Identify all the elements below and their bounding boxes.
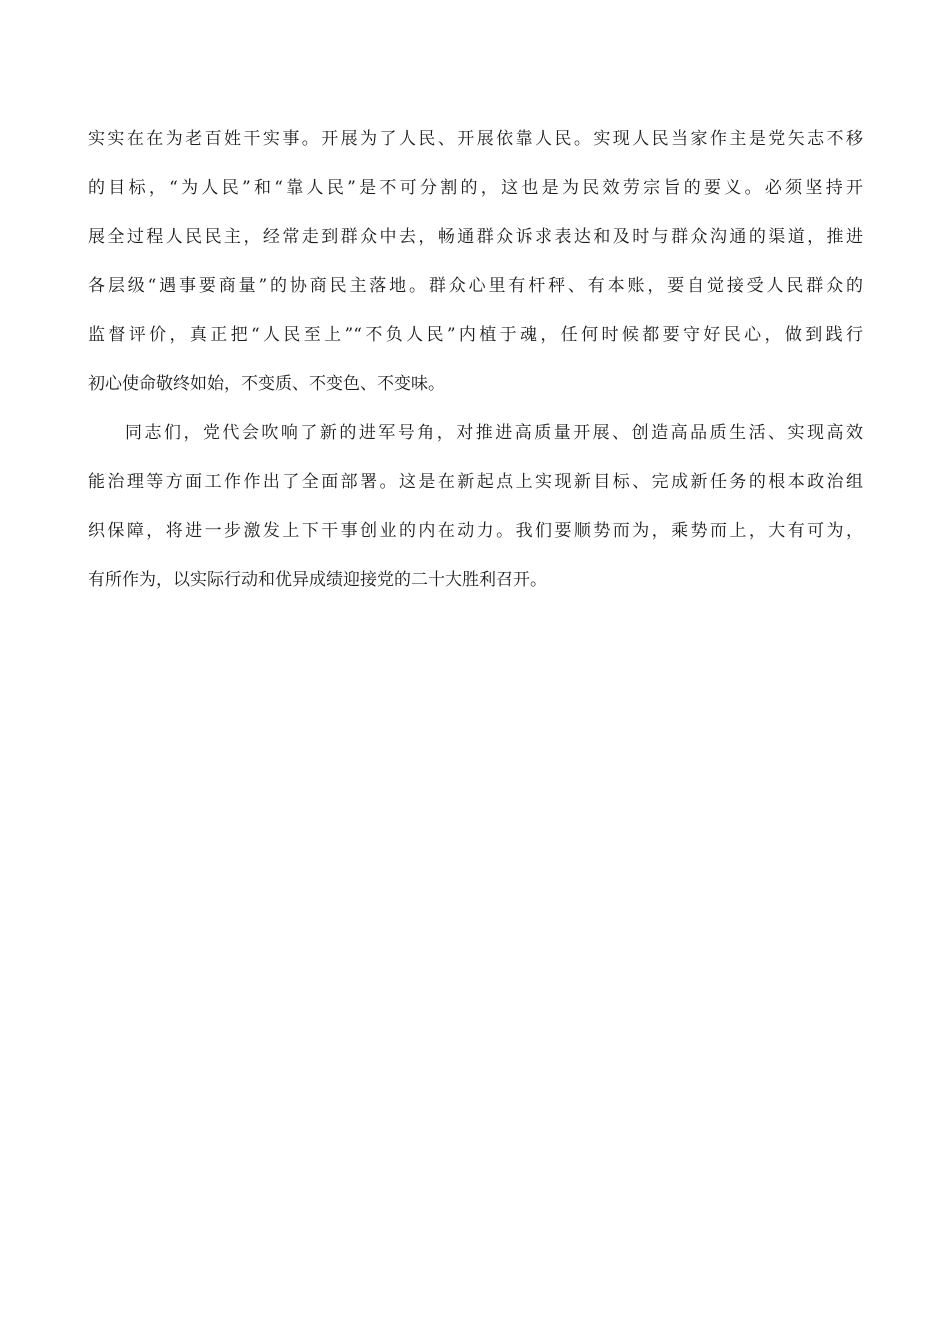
paragraph-line: 能治理等方面工作作出了全面部署。这是在新起点上实现新目标、完成新任务的根本政治组 <box>88 472 863 492</box>
paragraph-line: 实实在在为老百姓干实事。开展为了人民、开展依靠人民。实现人民当家作主是党矢志不移 <box>88 129 863 149</box>
paragraph-2 <box>88 412 863 608</box>
paragraph-line: 同志们，党代会吹响了新的进军号角，对推进高质量开展、创造高品质生活、实现高效 <box>125 423 863 443</box>
paragraph-line: 初心使命敬终如始，不变质、不变色、不变味。 <box>88 374 445 394</box>
paragraph-1 <box>88 118 863 412</box>
paragraph-line: 展全过程人民民主，经常走到群众中去，畅通群众诉求表达和及时与群众沟通的渠道，推进 <box>88 227 863 247</box>
paragraph-line: 监督评价，真正把“人民至上”“不负人民”内植于魂，任何时候都要守好民心，做到践行 <box>88 325 863 345</box>
body-text <box>88 118 863 608</box>
paragraph-line: 各层级“遇事要商量”的协商民主落地。群众心里有杆秤、有本账，要自觉接受人民群众的 <box>88 276 863 296</box>
paragraph-line: 的目标，“为人民”和“靠人民”是不可分割的，这也是为民效劳宗旨的要义。必须坚持开 <box>88 178 863 198</box>
paragraph-line: 有所作为，以实际行动和优异成绩迎接党的二十大胜利召开。 <box>88 570 547 590</box>
paragraph-line: 织保障，将进一步激发上下干事创业的内在动力。我们要顺势而为，乘势而上，大有可为， <box>88 521 863 541</box>
